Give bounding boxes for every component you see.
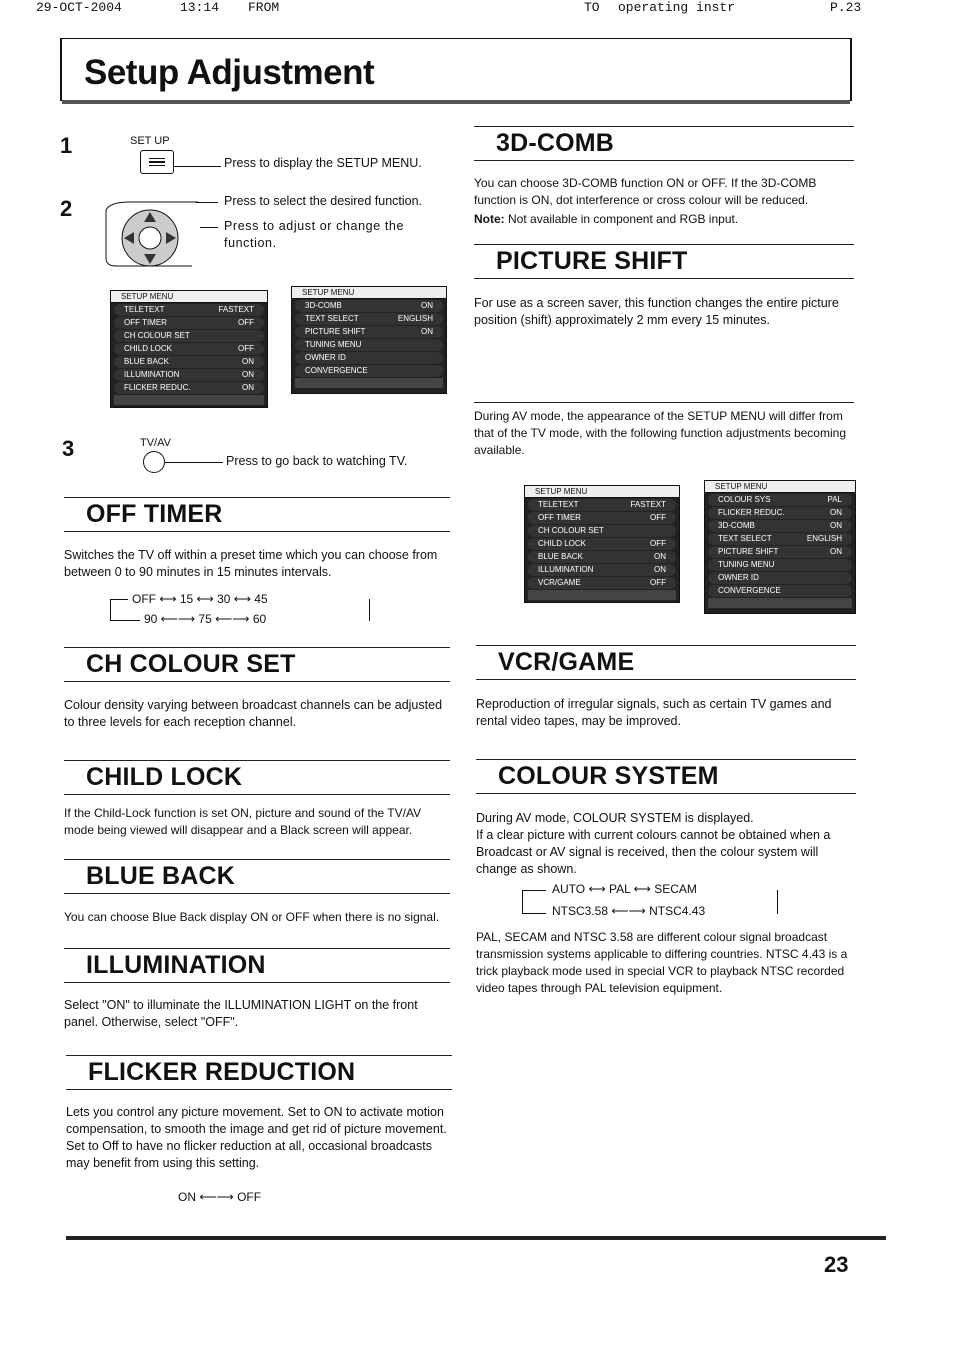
menu-header: SETUP MENU <box>705 481 855 493</box>
fax-date: 29-OCT-2004 <box>36 0 122 15</box>
av-setup-menu-right <box>704 480 856 614</box>
picture-shift-heading: PICTURE SHIFT <box>496 247 688 275</box>
step-2-text-select: Press to select the desired function. <box>224 194 423 208</box>
tvav-key-label: TV/AV <box>140 437 171 449</box>
illumination-heading: ILLUMINATION <box>86 951 266 979</box>
off-timer-cycle-bottom: 90 ⟵⟶ 75 ⟵⟶ 60 <box>144 612 267 626</box>
menu-footer <box>295 378 443 388</box>
child-lock-text: If the Child-Lock function is set ON, picture and sound of the TV/AV mode being viewed will disappear and a Black screen will appear. <box>64 806 422 837</box>
title-box <box>60 38 852 101</box>
vcr-game-text: Reproduction of irregular signals, such as certain TV games and rental video tapes, may be improved. <box>476 697 832 728</box>
menu-row: CH COLOUR SET <box>528 525 676 537</box>
off-timer-section <box>64 497 450 532</box>
menu-row: CONVERGENCE <box>708 585 852 597</box>
colour-system-heading: COLOUR SYSTEM <box>498 762 719 790</box>
footer-rule <box>66 1236 886 1240</box>
menu-row: OWNER ID <box>295 352 443 364</box>
menu-row: CHILD LOCK OFF <box>528 538 676 550</box>
fax-page: P.23 <box>830 0 862 15</box>
colour-system-cycle-diagram <box>522 882 778 918</box>
step-1-number: 1 <box>60 133 73 158</box>
child-lock-heading: CHILD LOCK <box>86 763 243 791</box>
av-setup-menu-left <box>524 485 680 603</box>
menu-footer <box>114 395 264 405</box>
comb-3d-heading: 3D-COMB <box>496 129 615 157</box>
step-3-leader <box>165 462 223 463</box>
menu-row: CH COLOUR SET <box>114 330 264 342</box>
vcr-game-section <box>476 645 856 680</box>
illumination-section <box>64 948 450 983</box>
ch-colour-set-section <box>64 647 450 682</box>
av-mode-intro-text: During AV mode, the appearance of the SETUP MENU will differ from that of the TV mode, with the following function adjustments becoming available. <box>474 409 846 457</box>
comb-3d-note-text: Not available in component and RGB input. <box>508 212 739 226</box>
menu-row: ILLUMINATION ON <box>528 564 676 576</box>
step-2-number: 2 <box>60 196 73 221</box>
off-timer-heading: OFF TIMER <box>86 500 223 528</box>
step-1-leader <box>173 166 221 167</box>
remote-control-icon <box>100 200 200 268</box>
av-intro-divider <box>474 402 854 403</box>
menu-row: TUNING MENU <box>295 339 443 351</box>
menu-row: TEXT SELECT ENGLISH <box>295 313 443 325</box>
menu-row: FLICKER REDUC. ON <box>114 382 264 394</box>
colour-system-text-3: PAL, SECAM and NTSC 3.58 are different colour signal broadcast transmission systems applicable to differing countries. NTSC 4.43 is a trick playback mode used in special VCR to playback NTSC recorded video tapes through PAL television equipment. <box>476 930 848 995</box>
tv-setup-menu-right <box>291 286 447 394</box>
menu-row: FLICKER REDUC. ON <box>708 507 852 519</box>
menu-row: COLOUR SYS PAL <box>708 494 852 506</box>
child-lock-section <box>64 760 450 795</box>
step-2-leader-a <box>196 202 218 203</box>
fax-time: 13:14 <box>180 0 220 15</box>
vcr-game-heading: VCR/GAME <box>498 648 635 676</box>
flicker-reduction-heading: FLICKER REDUCTION <box>88 1058 356 1086</box>
setup-key-label: SET UP <box>130 135 170 147</box>
menu-row: VCR/GAME OFF <box>528 577 676 589</box>
menu-row: 3D-COMB ON <box>708 520 852 532</box>
menu-row: OWNER ID <box>708 572 852 584</box>
menu-row: BLUE BACK ON <box>528 551 676 563</box>
menu-row: BLUE BACK ON <box>114 356 264 368</box>
menu-row: CHILD LOCK OFF <box>114 343 264 355</box>
illumination-text: Select "ON" to illuminate the ILLUMINATION LIGHT on the front panel. Otherwise, select "OFF". <box>64 998 418 1029</box>
fax-from: FROM <box>248 0 280 15</box>
menu-header: SETUP MENU <box>292 287 446 299</box>
menu-row: TELETEXT FASTEXT <box>528 499 676 511</box>
colour-system-cycle-top: AUTO ⟷ PAL ⟷ SECAM <box>552 882 697 896</box>
menu-row: OFF TIMER OFF <box>528 512 676 524</box>
comb-3d-text: You can choose 3D-COMB function ON or OFF. If the 3D-COMB function is ON, dot interference or cross colour will be reduced. <box>474 176 817 207</box>
step-2-leader-b <box>200 227 218 228</box>
off-timer-cycle-diagram <box>110 592 370 626</box>
off-timer-text: Switches the TV off within a preset time which you can choose from between 0 to 90 minutes in 15 minutes intervals. <box>64 548 438 579</box>
menu-header: SETUP MENU <box>111 291 267 303</box>
colour-system-cycle-bottom: NTSC3.58 ⟵⟶ NTSC4.43 <box>552 904 706 918</box>
menu-row: ILLUMINATION ON <box>114 369 264 381</box>
comb-3d-note <box>474 211 856 228</box>
menu-row: CONVERGENCE <box>295 365 443 377</box>
step-3-text: Press to go back to watching TV. <box>226 454 408 468</box>
step-2-text-adjust: Press to adjust or change the function. <box>224 219 404 250</box>
menu-row: OFF TIMER OFF <box>114 317 264 329</box>
comb-3d-note-label: Note: <box>474 212 505 226</box>
fax-to: TO <box>584 0 600 15</box>
tvav-key-icon <box>143 451 165 473</box>
off-timer-cycle-top: OFF ⟷ 15 ⟷ 30 ⟷ 45 <box>132 592 268 606</box>
menu-row: PICTURE SHIFT ON <box>708 546 852 558</box>
menu-row: 3D-COMB ON <box>295 300 443 312</box>
flicker-reduction-cycle: ON ⟵⟶ OFF <box>178 1190 262 1204</box>
ch-colour-set-heading: CH COLOUR SET <box>86 650 296 678</box>
step-3-number: 3 <box>62 436 75 461</box>
page-title: Setup Adjustment <box>84 53 375 92</box>
comb-3d-section <box>474 126 854 161</box>
menu-row: TEXT SELECT ENGLISH <box>708 533 852 545</box>
menu-row: TUNING MENU <box>708 559 852 571</box>
menu-row: TELETEXT FASTEXT <box>114 304 264 316</box>
picture-shift-text: For use as a screen saver, this function changes the entire picture position (shift) approximately 2 mm every 15 minutes. <box>474 296 839 327</box>
menu-footer <box>708 598 852 608</box>
colour-system-text-1: During AV mode, COLOUR SYSTEM is displayed. <box>476 811 754 825</box>
blue-back-heading: BLUE BACK <box>86 862 236 890</box>
step-1-text: Press to display the SETUP MENU. <box>224 156 422 170</box>
flicker-reduction-section <box>66 1055 452 1090</box>
colour-system-text-2: If a clear picture with current colours cannot be obtained when a Broadcast or AV signal is received, then the colour system will change as shown. <box>476 828 831 876</box>
flicker-reduction-text: Lets you control any picture movement. Set to ON to activate motion compensation, to smooth the image and get rid of picture movement. Set to Off to have no flicker reduction at all, occasional broadcasts may benefit from using this setting. <box>66 1105 447 1170</box>
blue-back-section <box>64 859 450 894</box>
menu-row: PICTURE SHIFT ON <box>295 326 443 338</box>
setup-key-icon <box>140 150 174 174</box>
menu-footer <box>528 590 676 600</box>
blue-back-text: You can choose Blue Back display ON or OFF when there is no signal. <box>64 910 440 924</box>
title-underline <box>62 100 850 104</box>
picture-shift-section <box>474 244 854 279</box>
fax-dest: operating instr <box>618 0 736 15</box>
colour-system-section <box>476 759 856 794</box>
page-number: 23 <box>824 1252 849 1277</box>
tv-setup-menu-left <box>110 290 268 408</box>
menu-header: SETUP MENU <box>525 486 679 498</box>
ch-colour-set-text: Colour density varying between broadcast channels can be adjusted to three levels for each reception channel. <box>64 698 443 729</box>
